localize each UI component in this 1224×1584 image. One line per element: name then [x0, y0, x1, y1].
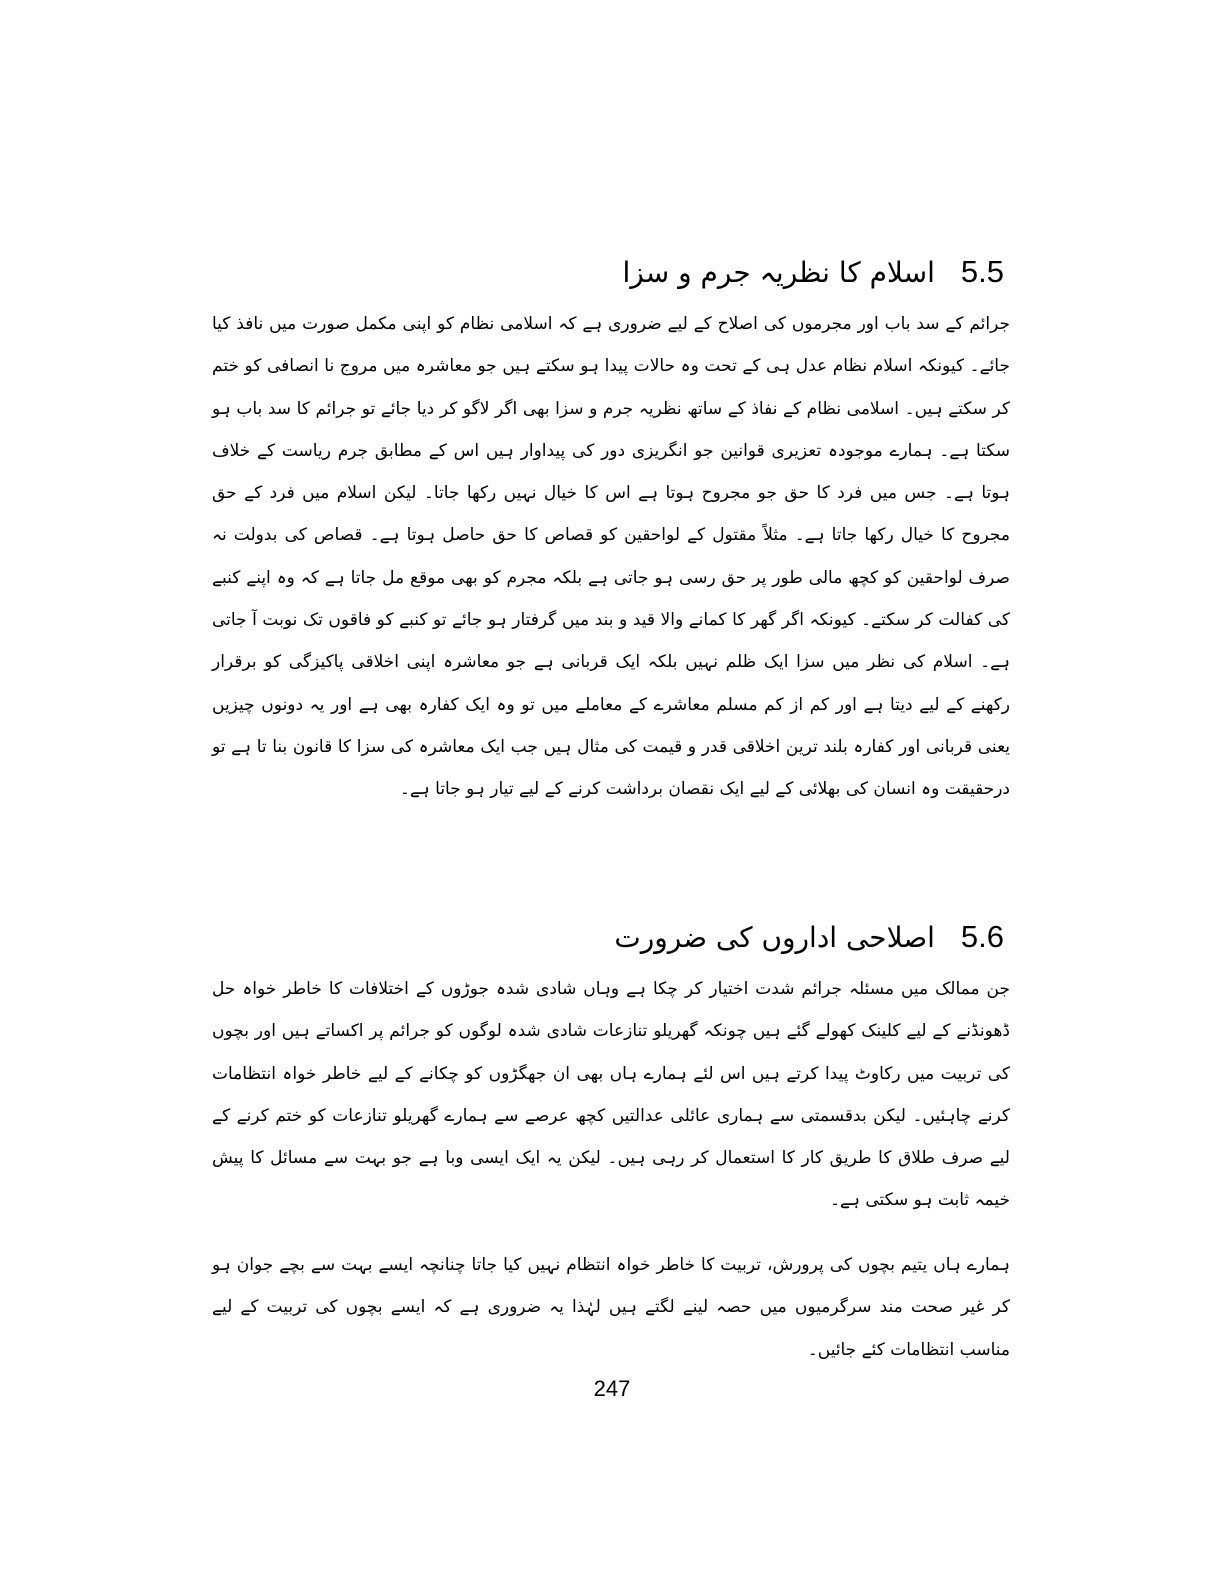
section-heading-5-6 [204, 917, 1004, 958]
section-heading-5-5 [204, 252, 1004, 293]
section-title: اسلام کا نظریہ جرم و سزا [622, 256, 935, 289]
section-5-6-paragraph-2: ہمارے ہاں یتیم بچوں کی پرورش، تربیت کا خاطر خواہ انتظام نہیں کیا جاتا چنانچہ ایسے بہت سے بچے جوان ہو کر غیر صحت مند سرگرمیوں میں حصہ لینے لگتے ہیں لہٰذا یہ ضروری ہے کہ ایسے بچوں کی تربیت کے لیے مناسب انتظامات کئے جائیں۔ [212, 1255, 1010, 1360]
section-number: 5.5 [960, 254, 1004, 289]
section-5-5-paragraph: جرائم کے سد باب اور مجرموں کی اصلاح کے لیے ضروری ہے کہ اسلامی نظام کو اپنی مکمل صورت میں نافذ کیا جائے۔ کیونکہ اسلام نظام عدل ہی کے تحت وہ حالات پیدا ہو سکتے ہیں جو معاشرہ میں مروج نا انصافی کو ختم کر سکتے ہیں۔ اسلامی نظام کے نفاذ کے ساتھ نظریہ جرم و سزا بھی اگر لاگو کر دیا جائے تو جرائم کا سد باب ہو سکتا ہے۔ ہمارے موجودہ تعزیری قوانین جو انگریزی دور کی پیداوار ہیں اس کے مطابق جرم ریاست کے خلاف ہوتا ہے۔ جس میں فرد کا حق جو مجروح ہوتا ہے اس کا خیال نہیں رکھا جاتا۔ لیکن اسلام میں فرد کے حق مجروح کا خیال رکھا جاتا ہے۔ مثلاً مقتول کے لواحقین کو قصاص کا حق حاصل ہوتا ہے۔ قصاص کی بدولت نہ صرف لواحقین کو کچھ مالی طور پر حق رسی ہو جاتی ہے بلکہ مجرم کو بھی موقع مل جاتا ہے کہ وہ اپنے کنبے کی کفالت کر سکتے۔ کیونکہ اگر گھر کا کمانے والا قید و بند میں گرفتار ہو جائے تو کنبے کو فاقوں تک نوبت آ جاتی ہے۔ اسلام کی نظر میں سزا ایک ظلم نہیں بلکہ ایک قربانی ہے جو معاشرہ اپنی اخلاقی پاکیزگی کو برقرار رکھنے کے لیے دیتا ہے اور کم از کم مسلم معاشرے کے معاملے میں تو وہ ایک کفارہ بھی ہے اور یہ دونوں چیزیں یعنی قربانی اور کفارہ بلند ترین اخلاقی قدر و قیمت کی مثال ہیں جب ایک معاشرہ کی سزا کا قانون بنا تا ہے تو درحقیقت وہ انسان کی بھلائی کے لیے ایک نقصان برداشت کرنے کے لیے تیار ہو جاتا ہے۔ [212, 314, 1010, 800]
section-title: اصلاحی اداروں کی ضرورت [614, 921, 935, 954]
section-5-6-paragraph-1: جن ممالک میں مسئلہ جرائم شدت اختیار کر چکا ہے وہاں شادی شدہ جوڑوں کے اختلافات کا خاطر خواہ حل ڈھونڈنے کے لیے کلینک کھولے گئے ہیں چونکہ گھریلو تنازعات شادی شدہ لوگوں کو جرائم پر اکساتے ہیں اور بچوں کی تربیت میں رکاوٹ پیدا کرتے ہیں اس لئے ہمارے ہاں بھی ان جھگڑوں کو چکانے کے لیے خاطر خواہ انتظامات کرنے چاہئیں۔ لیکن بدقسمتی سے ہماری عائلی عدالتیں کچھ عرصے سے ہمارے گھریلو تنازعات کو ختم کرنے کے لیے صرف طلاق کا طریق کار کا استعمال کر رہی ہیں۔ لیکن یہ ایک ایسی وبا ہے جو بہت سے مسائل کا پیش خیمہ ثابت ہو سکتی ہے۔ [212, 979, 1010, 1211]
section-number: 5.6 [960, 919, 1004, 954]
page-number: 247 [593, 1376, 631, 1401]
